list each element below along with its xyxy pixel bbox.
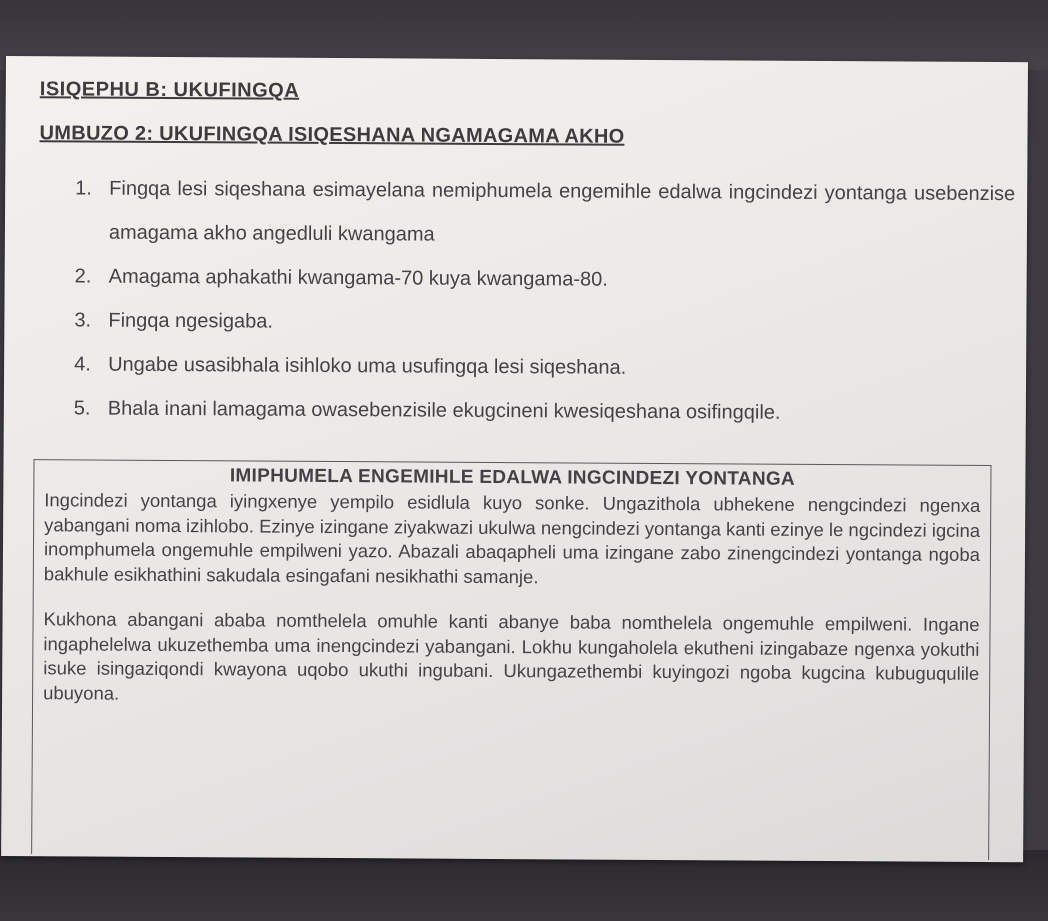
instruction-number: 3. <box>74 309 92 332</box>
instruction-item-2 <box>75 254 1015 304</box>
instruction-number: 4. <box>74 353 91 376</box>
question-heading: UMBUZO 2: UKUFINGQA ISIQESHANA NGAMAGAMA AKHO <box>39 122 625 148</box>
instruction-item-4 <box>74 342 1014 392</box>
instruction-item-5 <box>74 386 1014 436</box>
instructions-list <box>74 166 1016 436</box>
exam-paper <box>1 56 1028 862</box>
instruction-text: Fingqa lesi siqeshana esimayelana nemiphumela engemihle edalwa ingcindezi yontanga usebenzise amagama akho angedluli kwangama <box>108 177 1016 246</box>
passage-title: IMIPHUMELA ENGEMIHLE EDALWA INGCINDEZI YONTANGA <box>229 465 796 490</box>
section-heading: ISIQEPHU B: UKUFINGQA <box>39 78 300 102</box>
passage-paragraph-1: Ingcindezi yontanga iyingxenye yempilo esidlula kuyo sonke. Ungazithola ubhekene nengcindezi ngenxa yabangani noma izihlobo. Ezinye izingane ziyakwazi ukulwa nengcindezi yontanga kanti ezinye le ngcindezi igcina inomphumela ongemuhle empilweni yazo. Abazali abaqapheli uma izingane zabo zinengcindezi yontanga ngoba bakhule esikhathini sakudala esingafani nesikhathi samanje. <box>43 489 981 587</box>
instruction-text: Bhala inani lamagama owasebenzisile ekugcineni kwesiqeshana osifingqile. <box>107 397 781 424</box>
passage-box <box>31 459 991 860</box>
passage-paragraph-2: Kukhona abangani ababa nomthelela omuhle kanti abanye baba nomthelela ongemuhle empilweni. Ingane ingaphelelwa ukuzethemba uma inengcindezi yabangani. Lokhu kungaholela ekutheni izingabaze ngenxa yokuthi isuke isingaziqondi kwayona uqobo ukuthi ingubani. Ukungazethembi kuyingozi ngoba kugcina kubuguqulile ubuyona. <box>43 608 980 704</box>
instruction-text: Ungabe usasibhala isihloko uma usufingqa lesi siqeshana. <box>108 353 627 379</box>
instruction-text: Amagama aphakathi kwangama-70 kuya kwangama-80. <box>108 265 608 291</box>
instruction-number: 2. <box>74 265 92 288</box>
instruction-number: 5. <box>73 397 91 420</box>
instruction-text: Fingqa ngesigaba. <box>108 309 274 333</box>
instruction-number: 1. <box>75 177 92 200</box>
instruction-item-3 <box>74 298 1014 348</box>
instruction-item-1 <box>75 166 1016 260</box>
